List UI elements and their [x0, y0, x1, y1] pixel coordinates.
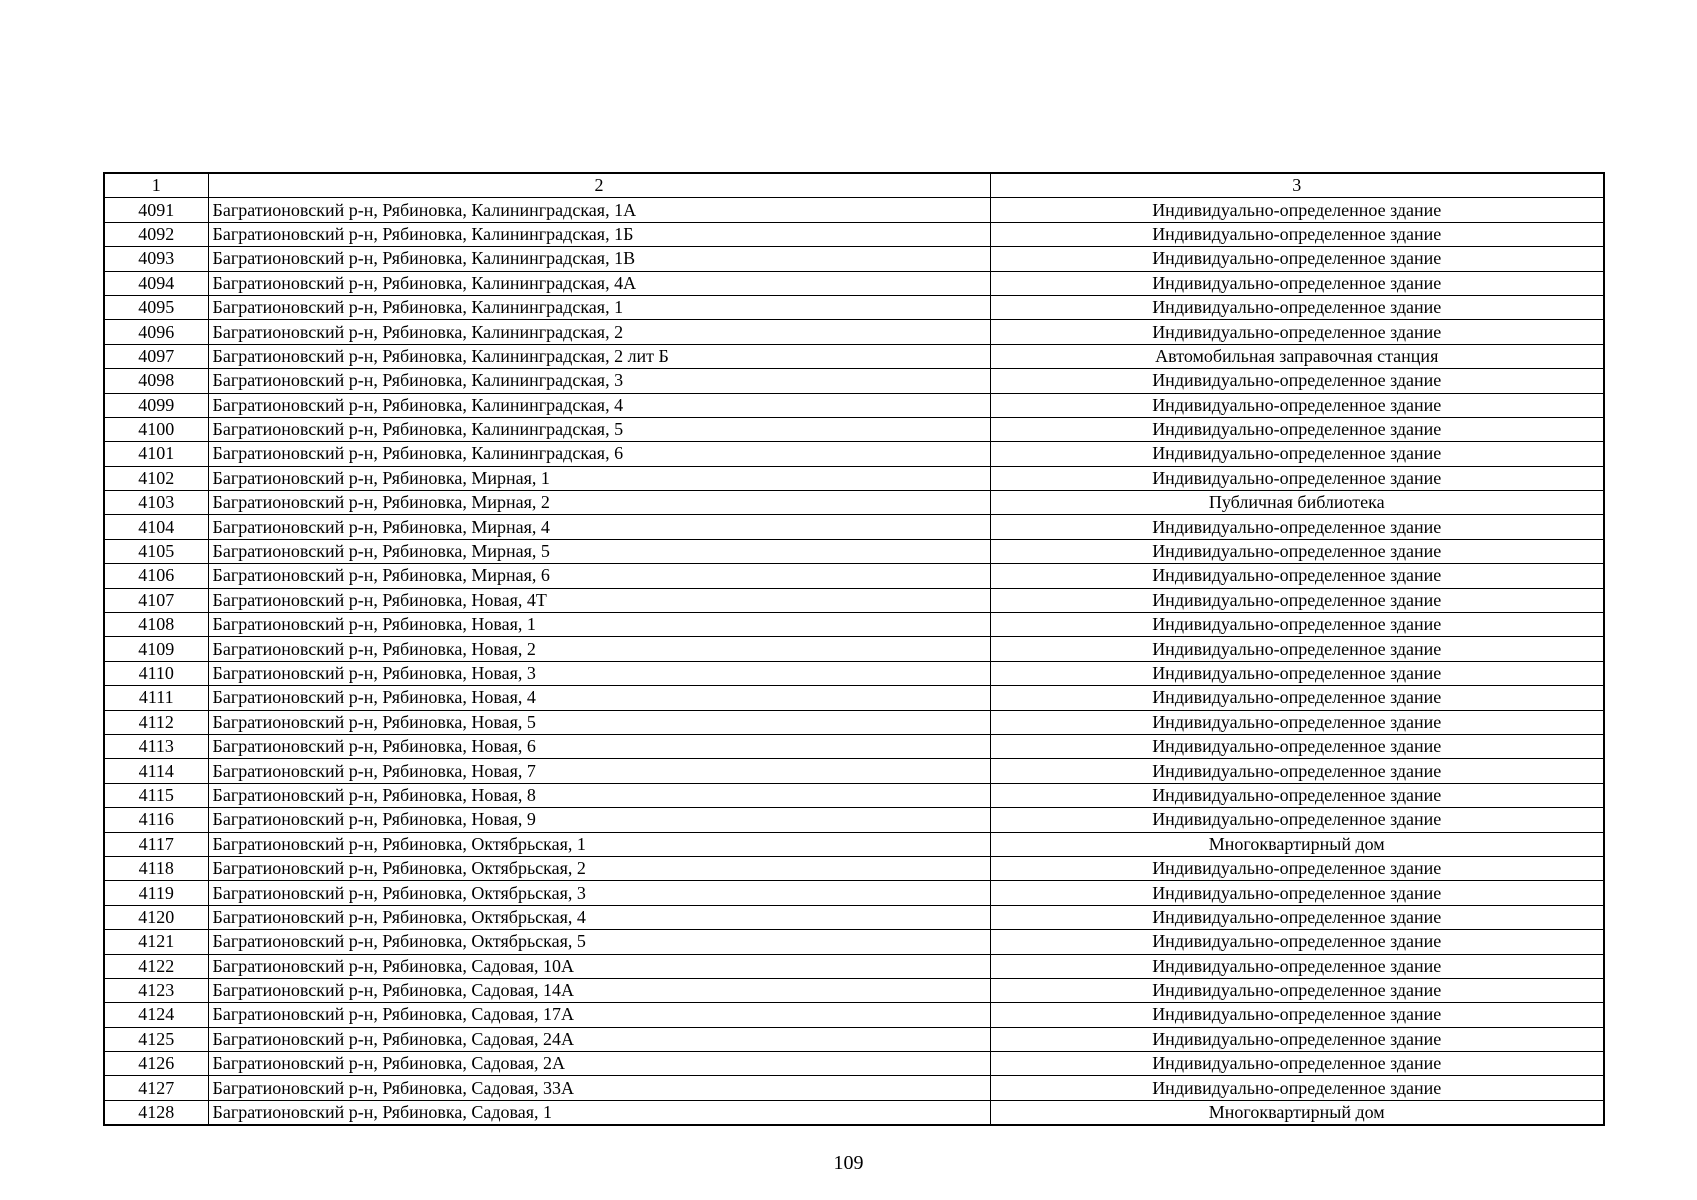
object-type-cell: Индивидуально-определенное здание: [990, 613, 1604, 637]
object-type-cell: Индивидуально-определенное здание: [990, 271, 1604, 295]
object-type-cell: Индивидуально-определенное здание: [990, 954, 1604, 978]
address-cell: Багратионовский р-н, Рябиновка, Калининградская, 1В: [208, 247, 990, 271]
address-cell: Багратионовский р-н, Рябиновка, Мирная, 5: [208, 539, 990, 563]
object-type-cell: Многоквартирный дом: [990, 1100, 1604, 1125]
row-number-cell: 4099: [104, 393, 208, 417]
address-cell: Багратионовский р-н, Рябиновка, Калининградская, 5: [208, 417, 990, 441]
table-row: [104, 1100, 1604, 1125]
address-cell: Багратионовский р-н, Рябиновка, Октябрьская, 3: [208, 881, 990, 905]
object-type-cell: Индивидуально-определенное здание: [990, 588, 1604, 612]
table-row: [104, 1076, 1604, 1100]
address-cell: Багратионовский р-н, Рябиновка, Калининградская, 2: [208, 320, 990, 344]
row-number-cell: 4128: [104, 1100, 208, 1125]
table-row: [104, 783, 1604, 807]
address-cell: Багратионовский р-н, Рябиновка, Новая, 2: [208, 637, 990, 661]
table-row: [104, 344, 1604, 368]
row-number-cell: 4110: [104, 661, 208, 685]
object-type-cell: Индивидуально-определенное здание: [990, 734, 1604, 758]
address-cell: Багратионовский р-н, Рябиновка, Новая, 1: [208, 613, 990, 637]
row-number-cell: 4124: [104, 1003, 208, 1027]
row-number-cell: 4111: [104, 686, 208, 710]
table-row: [104, 588, 1604, 612]
row-number-cell: 4116: [104, 808, 208, 832]
row-number-cell: 4120: [104, 905, 208, 929]
row-number-cell: 4095: [104, 295, 208, 319]
object-type-cell: Индивидуально-определенное здание: [990, 1003, 1604, 1027]
table-row: [104, 417, 1604, 441]
address-cell: Багратионовский р-н, Рябиновка, Октябрьская, 1: [208, 832, 990, 856]
table-row: [104, 905, 1604, 929]
object-type-cell: Индивидуально-определенное здание: [990, 686, 1604, 710]
row-number-cell: 4103: [104, 491, 208, 515]
address-cell: Багратионовский р-н, Рябиновка, Новая, 8: [208, 783, 990, 807]
row-number-cell: 4115: [104, 783, 208, 807]
row-number-cell: 4122: [104, 954, 208, 978]
table-row: [104, 564, 1604, 588]
row-number-cell: 4100: [104, 417, 208, 441]
row-number-cell: 4102: [104, 466, 208, 490]
object-type-cell: Индивидуально-определенное здание: [990, 856, 1604, 880]
address-cell: Багратионовский р-н, Рябиновка, Калининградская, 3: [208, 369, 990, 393]
table-row: [104, 978, 1604, 1002]
table-row: [104, 808, 1604, 832]
table-row: [104, 710, 1604, 734]
table-row: [104, 661, 1604, 685]
row-number-cell: 4119: [104, 881, 208, 905]
object-type-cell: Индивидуально-определенное здание: [990, 1076, 1604, 1100]
object-type-cell: Индивидуально-определенное здание: [990, 417, 1604, 441]
table-row: [104, 613, 1604, 637]
table-row: [104, 222, 1604, 246]
address-cell: Багратионовский р-н, Рябиновка, Калининградская, 1Б: [208, 222, 990, 246]
address-cell: Багратионовский р-н, Рябиновка, Новая, 9: [208, 808, 990, 832]
row-number-cell: 4113: [104, 734, 208, 758]
table-row: [104, 832, 1604, 856]
address-cell: Багратионовский р-н, Рябиновка, Калининградская, 2 лит Б: [208, 344, 990, 368]
table-row: [104, 271, 1604, 295]
object-type-cell: Индивидуально-определенное здание: [990, 198, 1604, 222]
table-row: [104, 1052, 1604, 1076]
row-number-cell: 4106: [104, 564, 208, 588]
object-type-cell: Индивидуально-определенное здание: [990, 637, 1604, 661]
table-row: [104, 320, 1604, 344]
column-header-1: 1: [104, 173, 208, 198]
address-cell: Багратионовский р-н, Рябиновка, Новая, 5: [208, 710, 990, 734]
register-table: [103, 172, 1605, 1126]
address-cell: Багратионовский р-н, Рябиновка, Садовая, 24А: [208, 1027, 990, 1051]
column-header-3: 3: [990, 173, 1604, 198]
object-type-cell: Индивидуально-определенное здание: [990, 295, 1604, 319]
table-header-row: [104, 173, 1604, 198]
row-number-cell: 4121: [104, 930, 208, 954]
object-type-cell: Индивидуально-определенное здание: [990, 320, 1604, 344]
address-cell: Багратионовский р-н, Рябиновка, Октябрьская, 4: [208, 905, 990, 929]
object-type-cell: Индивидуально-определенное здание: [990, 369, 1604, 393]
table-row: [104, 759, 1604, 783]
row-number-cell: 4097: [104, 344, 208, 368]
object-type-cell: Автомобильная заправочная станция: [990, 344, 1604, 368]
table-row: [104, 442, 1604, 466]
register-table-body: [104, 173, 1604, 1125]
object-type-cell: Многоквартирный дом: [990, 832, 1604, 856]
address-cell: Багратионовский р-н, Рябиновка, Новая, 4: [208, 686, 990, 710]
row-number-cell: 4091: [104, 198, 208, 222]
object-type-cell: Индивидуально-определенное здание: [990, 978, 1604, 1002]
row-number-cell: 4127: [104, 1076, 208, 1100]
object-type-cell: Индивидуально-определенное здание: [990, 539, 1604, 563]
address-cell: Багратионовский р-н, Рябиновка, Новая, 4Т: [208, 588, 990, 612]
row-number-cell: 4101: [104, 442, 208, 466]
page-number: 109: [833, 1152, 864, 1174]
row-number-cell: 4096: [104, 320, 208, 344]
table-row: [104, 954, 1604, 978]
table-row: [104, 491, 1604, 515]
row-number-cell: 4104: [104, 515, 208, 539]
address-cell: Багратионовский р-н, Рябиновка, Мирная, 1: [208, 466, 990, 490]
table-row: [104, 247, 1604, 271]
address-cell: Багратионовский р-н, Рябиновка, Октябрьская, 5: [208, 930, 990, 954]
table-row: [104, 881, 1604, 905]
table-row: [104, 686, 1604, 710]
object-type-cell: Публичная библиотека: [990, 491, 1604, 515]
table-row: [104, 466, 1604, 490]
column-header-2: 2: [208, 173, 990, 198]
row-number-cell: 4109: [104, 637, 208, 661]
object-type-cell: Индивидуально-определенное здание: [990, 710, 1604, 734]
row-number-cell: 4117: [104, 832, 208, 856]
table-row: [104, 1027, 1604, 1051]
object-type-cell: Индивидуально-определенное здание: [990, 393, 1604, 417]
object-type-cell: Индивидуально-определенное здание: [990, 808, 1604, 832]
row-number-cell: 4126: [104, 1052, 208, 1076]
object-type-cell: Индивидуально-определенное здание: [990, 515, 1604, 539]
object-type-cell: Индивидуально-определенное здание: [990, 222, 1604, 246]
table-row: [104, 734, 1604, 758]
address-cell: Багратионовский р-н, Рябиновка, Садовая, 17А: [208, 1003, 990, 1027]
table-row: [104, 393, 1604, 417]
address-cell: Багратионовский р-н, Рябиновка, Калининградская, 1А: [208, 198, 990, 222]
row-number-cell: 4098: [104, 369, 208, 393]
object-type-cell: Индивидуально-определенное здание: [990, 442, 1604, 466]
table-row: [104, 539, 1604, 563]
object-type-cell: Индивидуально-определенное здание: [990, 1052, 1604, 1076]
object-type-cell: Индивидуально-определенное здание: [990, 881, 1604, 905]
address-cell: Багратионовский р-н, Рябиновка, Садовая, 33А: [208, 1076, 990, 1100]
row-number-cell: 4125: [104, 1027, 208, 1051]
address-cell: Багратионовский р-н, Рябиновка, Калининградская, 1: [208, 295, 990, 319]
object-type-cell: Индивидуально-определенное здание: [990, 905, 1604, 929]
row-number-cell: 4108: [104, 613, 208, 637]
object-type-cell: Индивидуально-определенное здание: [990, 661, 1604, 685]
table-row: [104, 930, 1604, 954]
table-row: [104, 198, 1604, 222]
table-row: [104, 637, 1604, 661]
object-type-cell: Индивидуально-определенное здание: [990, 466, 1604, 490]
object-type-cell: Индивидуально-определенное здание: [990, 564, 1604, 588]
address-cell: Багратионовский р-н, Рябиновка, Калининградская, 4: [208, 393, 990, 417]
address-cell: Багратионовский р-н, Рябиновка, Новая, 6: [208, 734, 990, 758]
row-number-cell: 4093: [104, 247, 208, 271]
object-type-cell: Индивидуально-определенное здание: [990, 1027, 1604, 1051]
address-cell: Багратионовский р-н, Рябиновка, Садовая, 10А: [208, 954, 990, 978]
table-row: [104, 369, 1604, 393]
address-cell: Багратионовский р-н, Рябиновка, Мирная, 6: [208, 564, 990, 588]
table-row: [104, 1003, 1604, 1027]
row-number-cell: 4094: [104, 271, 208, 295]
row-number-cell: 4112: [104, 710, 208, 734]
address-cell: Багратионовский р-н, Рябиновка, Садовая, 14А: [208, 978, 990, 1002]
table-row: [104, 856, 1604, 880]
address-cell: Багратионовский р-н, Рябиновка, Октябрьская, 2: [208, 856, 990, 880]
object-type-cell: Индивидуально-определенное здание: [990, 247, 1604, 271]
row-number-cell: 4107: [104, 588, 208, 612]
address-cell: Багратионовский р-н, Рябиновка, Садовая, 1: [208, 1100, 990, 1125]
address-cell: Багратионовский р-н, Рябиновка, Новая, 7: [208, 759, 990, 783]
object-type-cell: Индивидуально-определенное здание: [990, 783, 1604, 807]
address-cell: Багратионовский р-н, Рябиновка, Калининградская, 6: [208, 442, 990, 466]
address-cell: Багратионовский р-н, Рябиновка, Новая, 3: [208, 661, 990, 685]
address-cell: Багратионовский р-н, Рябиновка, Садовая, 2А: [208, 1052, 990, 1076]
row-number-cell: 4123: [104, 978, 208, 1002]
table-row: [104, 295, 1604, 319]
row-number-cell: 4118: [104, 856, 208, 880]
address-cell: Багратионовский р-н, Рябиновка, Калининградская, 4А: [208, 271, 990, 295]
row-number-cell: 4105: [104, 539, 208, 563]
row-number-cell: 4114: [104, 759, 208, 783]
object-type-cell: Индивидуально-определенное здание: [990, 759, 1604, 783]
table-row: [104, 515, 1604, 539]
object-type-cell: Индивидуально-определенное здание: [990, 930, 1604, 954]
row-number-cell: 4092: [104, 222, 208, 246]
address-cell: Багратионовский р-н, Рябиновка, Мирная, 2: [208, 491, 990, 515]
address-cell: Багратионовский р-н, Рябиновка, Мирная, 4: [208, 515, 990, 539]
